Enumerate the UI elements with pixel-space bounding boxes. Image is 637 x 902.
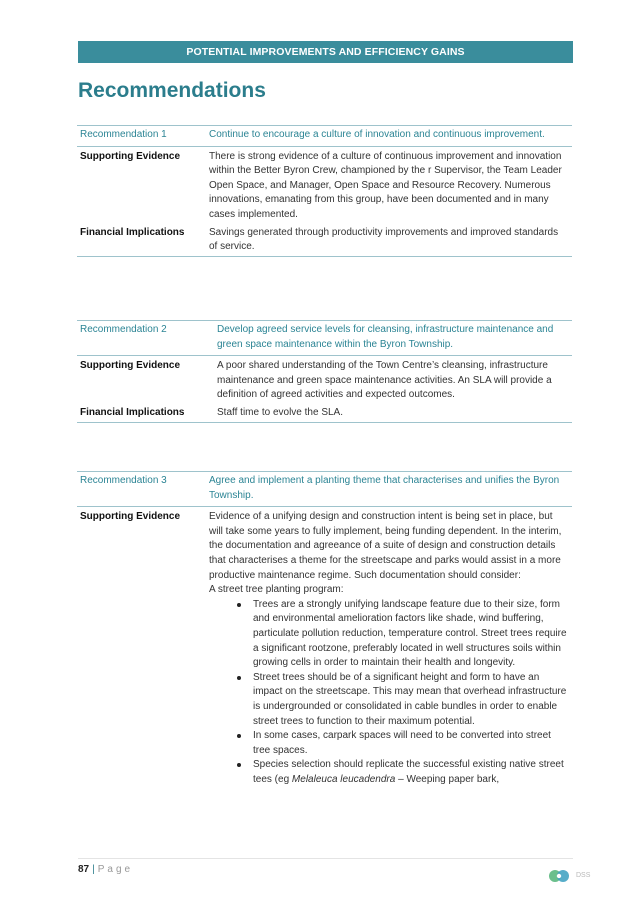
- row-text: There is strong evidence of a culture of continuous improvement and innovation within the Better Byron Crew, championed by the r Supervisor, the Team Leader Open Space, and Manager, Open Space and Resource Recovery. Numerous innovations, emanating from this group, have been documented and in many cases implemented.: [209, 150, 562, 220]
- bullet-list: [209, 598, 568, 788]
- list-item: [253, 758, 568, 787]
- recommendation-table-1: [77, 125, 572, 257]
- bullet-text: Species selection should replicate the successful existing native street tees (eg: [253, 759, 564, 785]
- recommendation-label: Recommendation 2: [80, 324, 167, 335]
- page-word: Page: [97, 864, 134, 875]
- page-separator: |: [92, 864, 95, 875]
- page-number-footer: [78, 864, 133, 875]
- recommendation-title: Continue to encourage a culture of innovation and continuous improvement.: [209, 129, 545, 140]
- row-text: Savings generated through productivity improvements and improved standards of service.: [209, 226, 559, 253]
- list-item: Street trees should be of a significant height and form to have an impact on the streetscape. This may mean that overhead infrastructure is undergrounded or consolidated in cable bundles in order to enable street trees to function to their maximum potential.: [253, 671, 568, 729]
- row-label: Supporting Evidence: [80, 360, 181, 372]
- recommendation-table-2: [77, 320, 572, 423]
- recommendation-table-3: [77, 471, 572, 787]
- financial-implications-row: [77, 223, 572, 256]
- supporting-evidence-row: [77, 356, 572, 403]
- row-content: [209, 510, 572, 787]
- page-title: Recommendations: [78, 79, 266, 102]
- recommendation-title: Agree and implement a planting theme that characterises and unifies the Byron Township.: [209, 475, 560, 501]
- supporting-evidence-row: [77, 507, 572, 787]
- subheading: A street tree planting program:: [209, 584, 344, 596]
- row-label: Financial Implications: [80, 406, 185, 418]
- financial-implications-row: [77, 403, 572, 422]
- recommendation-label: Recommendation 1: [80, 129, 167, 140]
- row-label: Financial Implications: [80, 226, 185, 238]
- list-item: In some cases, carpark spaces will need to be converted into street tree spaces.: [253, 729, 568, 758]
- footer-divider: [78, 858, 573, 859]
- recommendation-header: [77, 321, 572, 356]
- row-text: Evidence of a unifying design and construction intent is being set in place, but will take some years to fully implement, being funding dependent. In the interim, the documentation and agreeance of a suite of design and construction details that characterises a theme for the streetscape and parks would assist in a more productive maintenance regime. Such documentation should consider:: [209, 511, 562, 581]
- recommendation-label: Recommendation 3: [80, 475, 167, 486]
- section-banner: POTENTIAL IMPROVEMENTS AND EFFICIENCY GAINS: [78, 41, 573, 63]
- recommendation-header: [77, 126, 572, 147]
- recommendation-header: [77, 472, 572, 507]
- list-item: Trees are a strongly unifying landscape feature due to their size, form and environmental amelioration factors like shade, wind buffering, particulate pollution reduction, temperature control. Street trees require a significant rootzone, preferably located in well structures soils within growing cells in order to maintain their health and longevity.: [253, 598, 568, 671]
- supporting-evidence-row: [77, 147, 572, 223]
- row-text: A poor shared understanding of the Town Centre’s cleansing, infrastructure maintenance and green space maintenance activities. An SLA will provide a definition of agreed activities and expected outcomes.: [217, 360, 552, 401]
- logo-text: DSS: [576, 872, 591, 879]
- species-name: Melaleuca leucadendra: [291, 773, 396, 785]
- page-number: 87: [78, 864, 90, 875]
- bullet-text: – Weeping paper bark,: [395, 773, 500, 785]
- row-label: Supporting Evidence: [80, 511, 181, 523]
- row-text: Staff time to evolve the SLA.: [217, 406, 343, 418]
- recommendation-title: Develop agreed service levels for cleansing, infrastructure maintenance and green space maintenance within the Byron Township.: [217, 324, 554, 350]
- row-label: Supporting Evidence: [80, 150, 181, 162]
